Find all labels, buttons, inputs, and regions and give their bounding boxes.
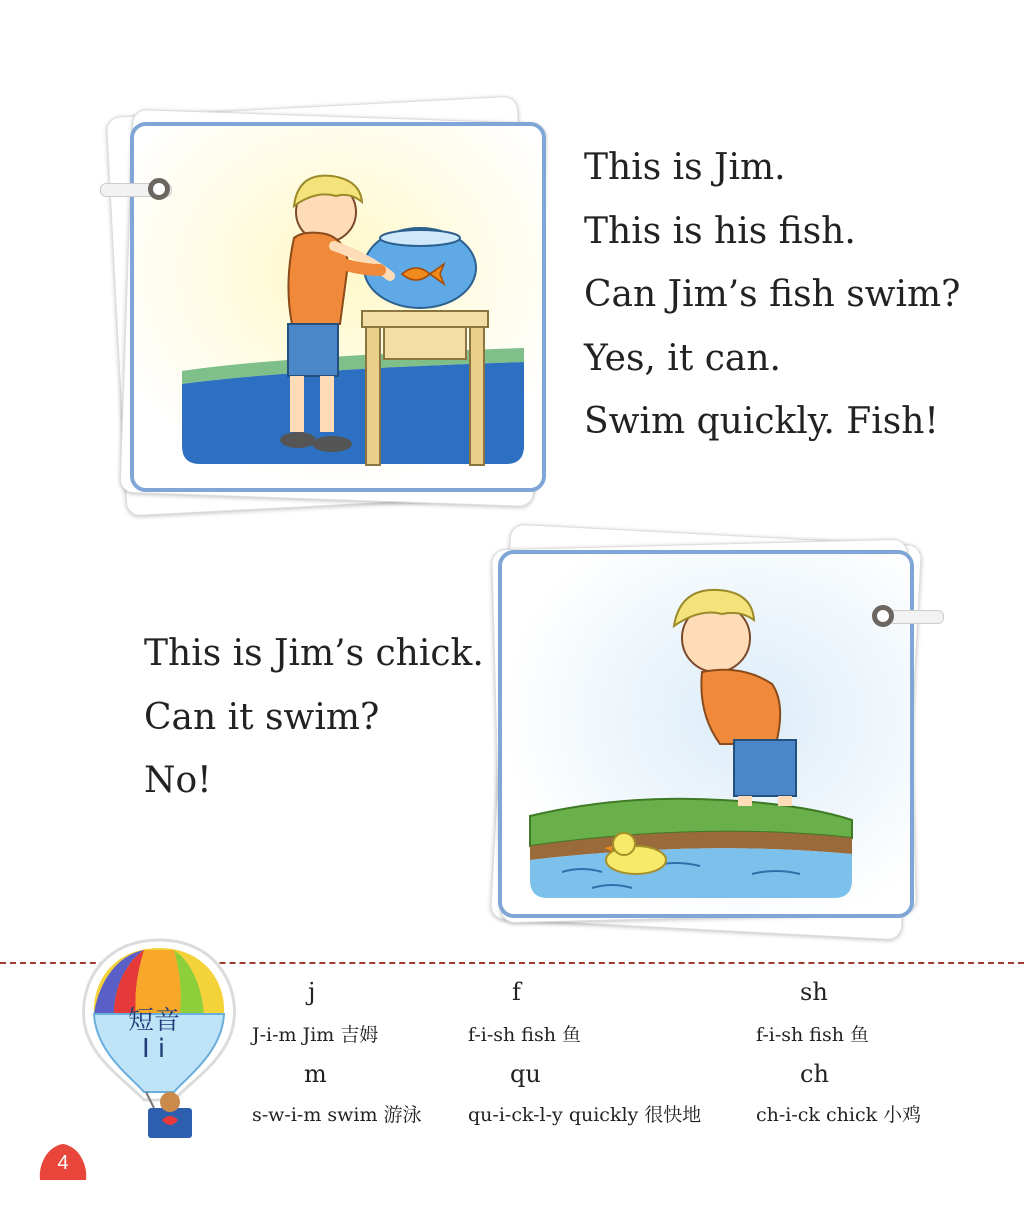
- phonics-word: f-i-sh fish 鱼: [468, 1024, 581, 1046]
- binder-ring: [148, 178, 170, 200]
- story-line: No!: [144, 760, 212, 801]
- page-number: 4: [57, 1152, 69, 1174]
- phonics-word: ch-i-ck chick 小鸡: [756, 1104, 922, 1126]
- top-illustration-card: [130, 122, 546, 492]
- phonics-word: qu-i-ck-l-y quickly 很快地: [468, 1104, 702, 1126]
- story-line: Can it swim?: [144, 696, 380, 738]
- phonics-letter: j: [308, 978, 316, 1006]
- phonics-letter: qu: [510, 1060, 541, 1088]
- jim-chick-pond-illustration: [502, 554, 910, 914]
- story-line: This is Jim.: [584, 147, 786, 188]
- story-line: This is Jim’s chick.: [144, 633, 484, 674]
- phonics-letter: m: [304, 1060, 327, 1088]
- story-line: This is his fish.: [584, 210, 856, 252]
- phonics-letter: ch: [800, 1060, 829, 1088]
- binder-ring: [872, 605, 894, 627]
- phonics-letter: f: [512, 978, 521, 1006]
- story-line: Yes, it can.: [584, 337, 781, 379]
- phonics-word: f-i-sh fish 鱼: [756, 1024, 869, 1046]
- binder-ring-bar: [888, 610, 944, 624]
- badge-letters: I i: [142, 1034, 166, 1064]
- page-number-badge: [36, 1140, 90, 1186]
- phonics-word: J-i-m Jim 吉姆: [252, 1024, 379, 1046]
- jim-fishbowl-illustration: [134, 126, 542, 488]
- phonics-letter: sh: [800, 978, 828, 1006]
- story-text-top: [584, 136, 960, 454]
- badge-title: 短音: [128, 1006, 181, 1036]
- bottom-illustration-card: [498, 550, 914, 918]
- story-line: Swim quickly. Fish!: [584, 401, 939, 442]
- story-text-bottom: [144, 622, 484, 813]
- phonics-word: s-w-i-m swim 游泳: [252, 1104, 422, 1126]
- story-line: Can Jim’s fish swim?: [584, 274, 961, 315]
